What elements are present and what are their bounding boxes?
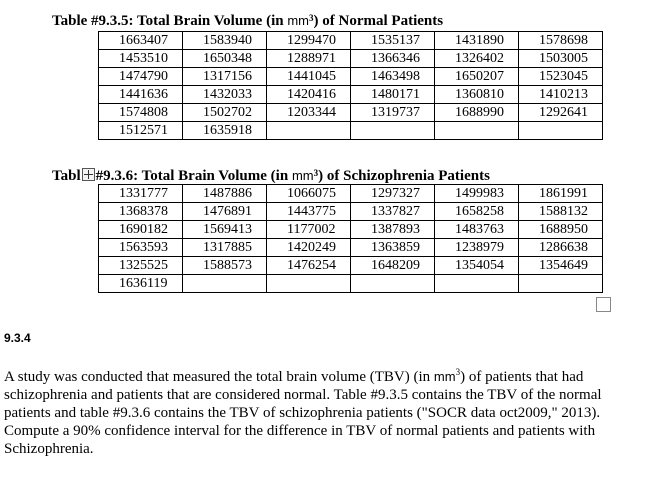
table-row [99,68,603,86]
table-cell [351,275,435,293]
table-row [99,275,603,293]
table-cell: 1636119 [99,275,183,293]
table-cell: 1588132 [519,203,603,221]
unit-exponent: 3 [455,367,461,377]
caption-text: Table #9.3.5: Total Brain Volume (in [52,13,288,29]
table-caption-normal [52,12,443,30]
table-cell: 1578698 [519,32,603,50]
table-row [99,239,603,257]
paragraph-text: A study was conducted that measured the total brain volume (TBV) (in [4,369,434,385]
table-cell: 1658258 [435,203,519,221]
table-cell: 1648209 [351,257,435,275]
table-cell: 1331777 [99,185,183,203]
table-cell: 1066075 [267,185,351,203]
normal-patients-table [98,31,603,140]
table-cell: 1563593 [99,239,183,257]
unit-mm: mm [433,369,456,384]
unit-mm: mm [291,168,314,183]
table-cell: 1688950 [519,221,603,239]
caption-text: ) of Normal Patients [313,13,444,29]
table-cell: 1368378 [99,203,183,221]
table-cell: 1476891 [183,203,267,221]
table-cell: 1650207 [435,68,519,86]
table-cell [183,275,267,293]
table-cell: 1286638 [519,239,603,257]
table-cell: 1288971 [267,50,351,68]
table-cell: 1443775 [267,203,351,221]
table-cell: 1366346 [351,50,435,68]
table-cell: 1523045 [519,68,603,86]
table-cell: 1203344 [267,104,351,122]
table-cell: 1474790 [99,68,183,86]
table-cell: 1569413 [183,221,267,239]
table-cell: 1177002 [267,221,351,239]
table-row [99,32,603,50]
table-row [99,86,603,104]
table-cell: 1297327 [351,185,435,203]
table-cell [267,275,351,293]
table-cell: 1861991 [519,185,603,203]
table-caption-schizophrenia [52,167,490,185]
table-cell: 1499983 [435,185,519,203]
table-cell: 1503005 [519,50,603,68]
table-cell: 1431890 [435,32,519,50]
table-row [99,257,603,275]
table-cell: 1299470 [267,32,351,50]
problem-paragraph [4,363,644,458]
table-cell: 1319737 [351,104,435,122]
unit-exponent: 3 [313,168,319,178]
table-cell: 1502702 [183,104,267,122]
table-resize-handle-icon[interactable] [596,297,611,312]
caption-text: #9.3.6: Total Brain Volume (in [95,168,292,184]
table-cell [435,275,519,293]
table-cell: 1487886 [183,185,267,203]
table-row [99,185,603,203]
table-row [99,50,603,68]
table-cell: 1588573 [183,257,267,275]
table-cell: 1441045 [267,68,351,86]
table-cell: 1317885 [183,239,267,257]
table-cell: 1690182 [99,221,183,239]
table-cell [351,122,435,140]
table-cell: 1420416 [267,86,351,104]
table-cell: 1325525 [99,257,183,275]
schizophrenia-patients-table[interactable] [98,184,603,293]
table-cell: 1363859 [351,239,435,257]
table-cell: 1583940 [183,32,267,50]
table-cell: 1387893 [351,221,435,239]
table-cell: 1463498 [351,68,435,86]
table-cell [435,122,519,140]
caption-text: Tabl [52,168,81,184]
table-cell: 1535137 [351,32,435,50]
table-cell: 1292641 [519,104,603,122]
table-cell: 1512571 [99,122,183,140]
table-cell: 1410213 [519,86,603,104]
table-cell: 1441636 [99,86,183,104]
table-cell: 1650348 [183,50,267,68]
table-cell: 1483763 [435,221,519,239]
table-cell: 1337827 [351,203,435,221]
table-cell: 1354649 [519,257,603,275]
table-cell: 1420249 [267,239,351,257]
table-row [99,203,603,221]
unit-exponent: 3 [309,13,314,23]
table-row [99,104,603,122]
table-cell [519,122,603,140]
table-cell: 1238979 [435,239,519,257]
table-row [99,221,603,239]
table-cell [267,122,351,140]
table-cell: 1354054 [435,257,519,275]
table-row [99,122,603,140]
table-cell: 1317156 [183,68,267,86]
table-cell: 1663407 [99,32,183,50]
unit-mm: mm [287,13,310,28]
section-number: 9.3.4 [4,331,31,345]
table-cell: 1360810 [435,86,519,104]
paragraph-text: ) of patients that had schizophrenia and patients that are considered normal. Table #9.3.5 contains the TBV of the normal patients and table #9.3.6 contains the TBV of schizophrenia patients ("SOCR data oct2009," 2013). Compute a 90% confidence interval for the difference in TBV of normal patients and patients with Schizophrenia. [4,369,602,457]
table-cell: 1688990 [435,104,519,122]
table-cell: 1453510 [99,50,183,68]
table-cell: 1432033 [183,86,267,104]
table-cell: 1480171 [351,86,435,104]
table-cell: 1326402 [435,50,519,68]
table-move-handle-icon[interactable] [82,168,95,181]
table-cell: 1476254 [267,257,351,275]
table-cell: 1635918 [183,122,267,140]
table-cell: 1574808 [99,104,183,122]
caption-text: ) of Schizophrenia Patients [318,168,490,184]
table-cell [519,275,603,293]
